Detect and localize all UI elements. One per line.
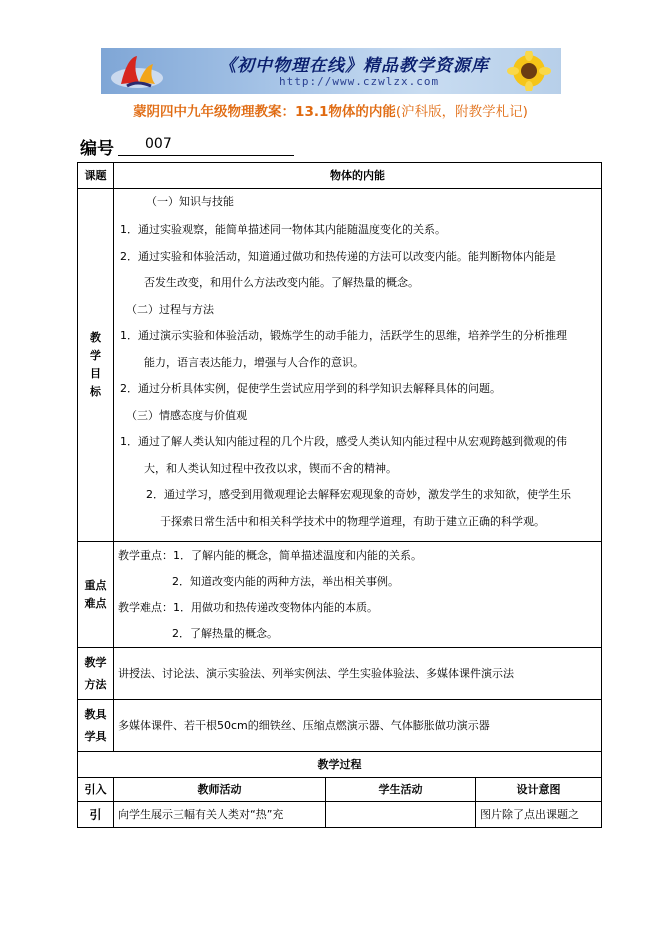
objectives-label-char: 目 — [90, 367, 101, 380]
document-title-suffix: (沪科版，附教学札记) — [395, 104, 528, 120]
process-header-stage: 引入 — [78, 778, 114, 802]
keypoints-label — [78, 542, 114, 648]
process-row — [78, 802, 602, 828]
objectives-item: 2．通过实验和体验活动，知道通过做功和热传递的方法可以改变内能。能判断物体内能是 — [120, 249, 556, 263]
keypoints-content — [114, 542, 602, 648]
objectives-item: 1．通过演示实验和体验活动，锻炼学生的动手能力，活跃学生的思维，培养学生的分析推理 — [120, 329, 567, 342]
process-header-student: 学生活动 — [326, 778, 476, 802]
tools-text: 多媒体课件、若干根50cm的细铁丝、压缩点燃演示器、气体膨胀做功演示器 — [118, 718, 490, 732]
objectives-label-char: 学 — [90, 349, 101, 362]
topic-label: 课题 — [78, 163, 114, 189]
focus-item: 教学重点：1．了解内能的概念，简单描述温度和内能的关系。 — [118, 548, 422, 562]
objectives-item: 2．通过学习，感受到用微观理论去解释宏观现象的奇妙，激发学生的求知欲，使学生乐 — [146, 488, 571, 501]
objectives-heading-1: （一）知识与技能 — [146, 195, 234, 208]
objectives-item: 1．通过了解人类认知内能过程的几个片段，感受人类认知内能过程中从宏观跨越到微观的伟 — [120, 435, 567, 448]
lesson-plan-table — [77, 162, 602, 828]
keypoints-row — [78, 542, 602, 648]
process-header-intent: 设计意图 — [476, 778, 602, 802]
process-intent: 图片除了点出课题之 — [476, 802, 602, 828]
process-header-teacher: 教师活动 — [114, 778, 326, 802]
method-label-line: 教学 — [84, 655, 107, 669]
objectives-row — [78, 189, 602, 542]
objectives-heading-3: （三）情感态度与价值观 — [126, 408, 247, 422]
objectives-item-cont: 于探索日常生活中和相关科学技术中的物理学道理，有助于建立正确的科学观。 — [160, 514, 545, 528]
tools-value — [114, 700, 602, 752]
objectives-label-char: 标 — [90, 385, 101, 398]
header-banner — [101, 48, 561, 94]
objectives-label — [78, 189, 114, 542]
topic-value: 物体的内能 — [114, 163, 602, 189]
topic-row — [78, 163, 602, 189]
site-logo-icon — [107, 52, 167, 92]
process-teacher: 向学生展示三幅有关人类对“热”充 — [114, 802, 326, 828]
tools-row — [78, 700, 602, 752]
method-value — [114, 648, 602, 700]
document-title-main: 蒙阴四中九年级物理教案：13.1物体的内能 — [133, 104, 396, 120]
objectives-item-cont: 能力，语言表达能力，增强与人合作的意识。 — [144, 355, 364, 369]
document-title — [0, 100, 661, 120]
method-label-line: 方法 — [84, 677, 107, 691]
method-row — [78, 648, 602, 700]
process-header-row — [78, 778, 602, 802]
code-value: 007 — [118, 136, 294, 156]
objectives-heading-2: （二）过程与方法 — [126, 302, 214, 316]
objectives-item-cont: 大，和人类认知过程中孜孜以求，锲而不舍的精神。 — [144, 461, 397, 475]
objectives-label-char: 教 — [90, 331, 101, 344]
process-stage: 引 — [78, 802, 114, 828]
method-label — [78, 648, 114, 700]
sunflower-icon — [499, 51, 557, 91]
difficulty-item: 2．了解热量的概念。 — [172, 626, 278, 640]
method-text: 讲授法、讨论法、演示实验法、列举实例法、学生实验体验法、多媒体课件演示法 — [118, 666, 514, 680]
objectives-content — [114, 189, 602, 542]
code-label: 编号 — [80, 139, 114, 159]
objectives-item: 1．通过实验观察，能简单描述同一物体其内能随温度变化的关系。 — [120, 223, 446, 236]
objectives-item: 2．通过分析具体实例，促使学生尝试应用学到的科学知识去解释具体的问题。 — [120, 382, 501, 395]
process-title: 教学过程 — [78, 752, 602, 778]
banner-title: 《初中物理在线》精品教学资源库 — [219, 56, 489, 76]
focus-item: 2．知道改变内能的两种方法，举出相关事例。 — [172, 574, 399, 588]
process-student — [326, 802, 476, 828]
process-title-row — [78, 752, 602, 778]
difficulty-item: 教学难点：1．用做功和热传递改变物体内能的本质。 — [118, 600, 378, 614]
tools-label-line: 学具 — [84, 729, 107, 743]
tools-label — [78, 700, 114, 752]
objectives-item-cont: 否发生改变，和用什么方法改变内能。了解热量的概念。 — [144, 276, 419, 289]
keypoints-label-line: 难点 — [84, 596, 107, 610]
keypoints-label-line: 重点 — [84, 578, 107, 592]
tools-label-line: 教具 — [84, 707, 107, 721]
banner-url: http://www.czwlzx.com — [279, 75, 440, 88]
